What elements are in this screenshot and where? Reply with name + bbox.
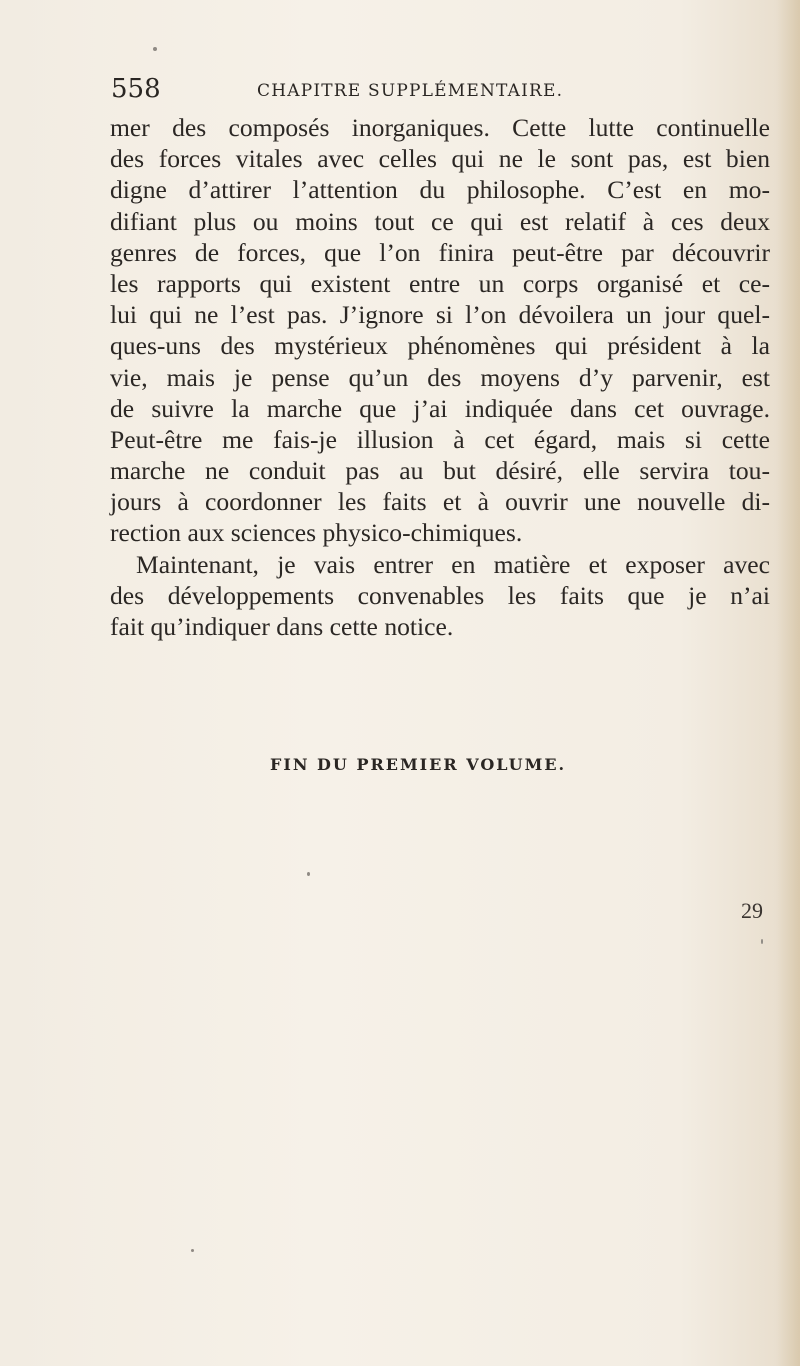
page-number: 558 — [111, 74, 161, 104]
text-line-paragraph-start: Maintenant, je vais entrer en matière et exposer avec — [136, 549, 770, 579]
text-line: les rapports qui existent entre un corps organisé et ce- — [110, 268, 770, 298]
text-line: digne d’attirer l’attention du philosophe. C’est en mo- — [110, 175, 770, 205]
text-line: genres de forces, que l’on finira peut-être par découvrir — [110, 237, 770, 267]
running-head: CHAPITRE SUPPLÉMENTAIRE. — [257, 81, 564, 101]
text-line: difiant plus ou moins tout ce qui est relatif à ces deux — [110, 206, 770, 236]
text-line: fait qu’indiquer dans cette notice. — [110, 612, 454, 641]
signature-mark: 29 — [741, 898, 763, 923]
text-line: rection aux sciences physico-chimiques. — [110, 518, 523, 548]
text-line: vie, mais je pense qu’un des moyens d’y parvenir, est — [110, 362, 770, 392]
text-line: des développements convenables les faits que je n’ai — [110, 580, 770, 610]
end-of-volume-note: FIN DU PREMIER VOLUME. — [270, 755, 567, 774]
text-line: marche ne conduit pas au but désiré, elle servira tou- — [110, 456, 770, 486]
text-line: ques-uns des mystérieux phénomènes qui président à la — [110, 331, 770, 361]
text-line: des forces vitales avec celles qui ne le sont pas, est bien — [110, 144, 770, 174]
paper-speck — [153, 47, 157, 51]
body-text — [110, 112, 770, 642]
text-line: de suivre la marche que j’ai indiquée dans cet ouvrage. — [110, 393, 770, 423]
text-line: mer des composés inorganiques. Cette lutte continuelle — [110, 113, 770, 142]
text-line: lui qui ne l’est pas. J’ignore si l’on dévoilera un jour quel- — [110, 300, 770, 330]
paper-speck — [307, 872, 310, 876]
paper-speck — [191, 1249, 194, 1252]
text-line: jours à coordonner les faits et à ouvrir une nouvelle di- — [110, 487, 770, 517]
page-header — [111, 74, 671, 114]
text-line: Peut-être me fais-je illusion à cet égard, mais si cette — [110, 424, 770, 454]
paper-speck — [761, 939, 763, 944]
